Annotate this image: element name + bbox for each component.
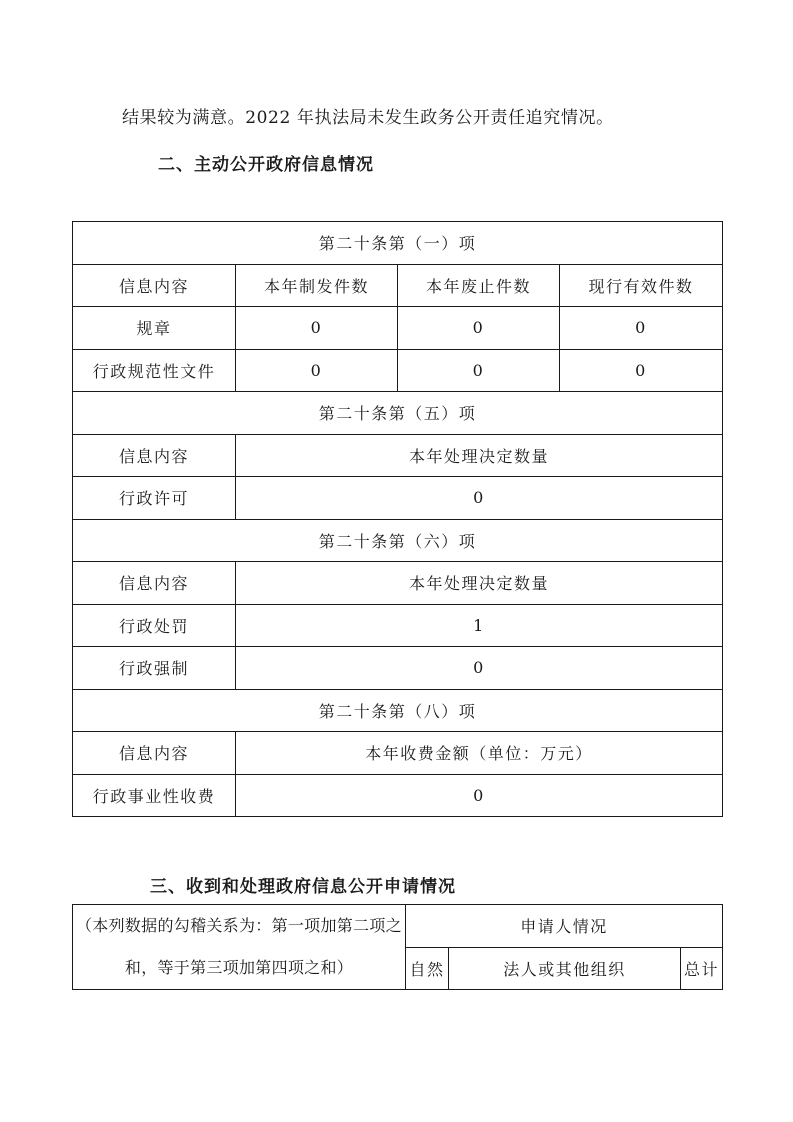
header-info-content: 信息内容 [73,264,236,307]
header-issued-count: 本年制发件数 [236,264,398,307]
header-abolished-count: 本年废止件数 [398,264,560,307]
col-legal-person: 法人或其他组织 [449,947,681,990]
table-row [73,604,723,647]
row-label: 行政许可 [73,477,236,520]
section-title-row [73,392,723,435]
row-label: 行政规范性文件 [73,349,236,392]
table-header-row [73,732,723,775]
table-row [73,647,723,690]
table-header-row [73,434,723,477]
col-natural-person: 自然 [406,947,449,990]
section3-heading: 三、收到和处理政府信息公开申请情况 [150,877,456,897]
section-title-row [73,222,723,265]
row-value: 0 [236,647,723,690]
table-row [73,477,723,520]
section-title-row [73,519,723,562]
row-value: 1 [236,604,723,647]
table-row [73,349,723,392]
header-decision-count: 本年处理决定数量 [236,562,723,605]
col-total: 总计 [681,947,723,990]
row-value: 0 [560,349,723,392]
paragraph-text: 结果较为满意。2022 年执法局未发生政务公开责任追究情况。 [122,108,614,128]
row-value: 0 [236,349,398,392]
s5-title: 第二十条第（五）项 [73,392,723,435]
row-value: 0 [398,349,560,392]
s1-title: 第二十条第（一）项 [73,222,723,265]
row-value: 0 [236,477,723,520]
row-label: 规章 [73,307,236,350]
row-value: 0 [236,307,398,350]
row-label: 行政强制 [73,647,236,690]
applicant-header: 申请人情况 [406,905,723,948]
table-header-row [73,562,723,605]
application-table [72,904,723,990]
header-decision-count: 本年处理决定数量 [236,434,723,477]
s8-title: 第二十条第（八）项 [73,689,723,732]
row-value: 0 [560,307,723,350]
header-fee-amount: 本年收费金额（单位：万元） [236,732,723,775]
row-value: 0 [236,774,723,817]
row-label: 行政事业性收费 [73,774,236,817]
header-info-content: 信息内容 [73,732,236,775]
section2-heading: 二、主动公开政府信息情况 [158,155,374,175]
s6-title: 第二十条第（六）项 [73,519,723,562]
table-row [73,307,723,350]
header-effective-count: 现行有效件数 [560,264,723,307]
header-info-content: 信息内容 [73,434,236,477]
header-info-content: 信息内容 [73,562,236,605]
table-header-row [73,264,723,307]
table-row [73,774,723,817]
row-label: 行政处罚 [73,604,236,647]
proactive-disclosure-table [72,221,723,817]
row-value: 0 [398,307,560,350]
consistency-note: （本列数据的勾稽关系为：第一项加第二项之和，等于第三项加第四项之和） [73,905,406,990]
section-title-row [73,689,723,732]
